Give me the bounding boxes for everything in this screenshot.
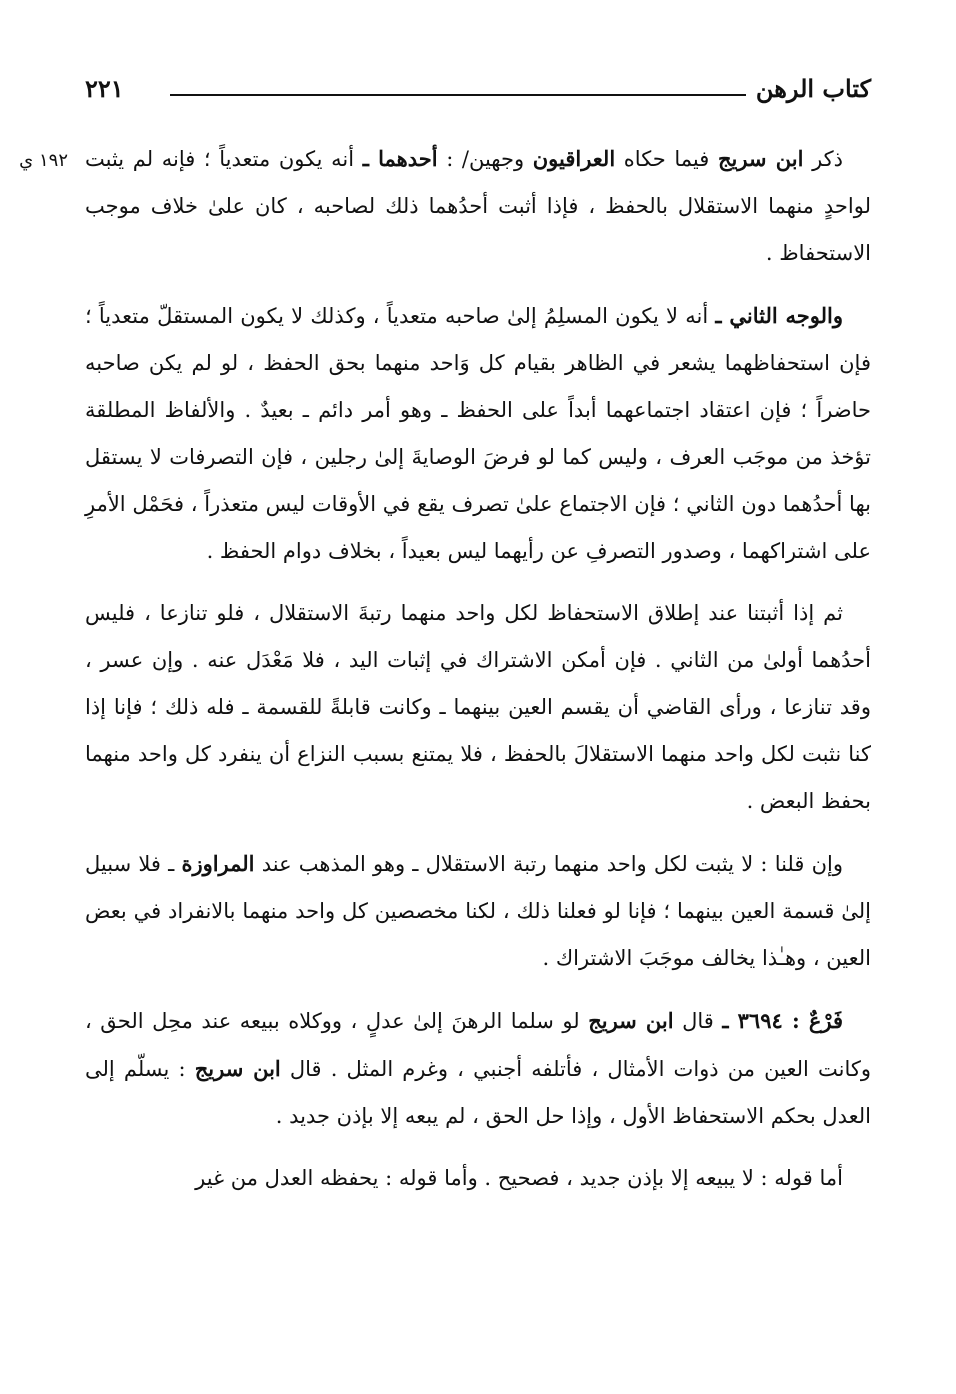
- text-run: أما قوله : لا يبيعه إلا بإذن جديد ، فصحيح . وأما قوله : يحفظه العدل من غير: [195, 1166, 843, 1190]
- text-run: ذكر: [803, 147, 844, 171]
- paragraph-3: [85, 590, 871, 825]
- body-text: [85, 135, 871, 1217]
- text-run: قال: [673, 1009, 723, 1033]
- name-ibn-surayj: ابن سريج: [194, 1056, 281, 1081]
- text-run: أنه لا يكون المسلِمُ إلىٰ صاحبه متعدياً ، وكذلك لا يكون المستقلّ متعدياً ؛ فإن استحفاظهما يشعر في الظاهر بقيام كل وَاحد منهما بحق الحفظ ، لو لم يكن صاحبه حاضراً ؛ فإن اعتقاد اجتماعهما أبداً على الحفظ ـ وهو أمر دائم ـ بعيدٌ . والألفاظ المطلقة تؤخذ من موجَب العرف ، وليس كما لو فرضَ الوصايةَ إلىٰ رجلين ، فإن التصرفات لا يستقل بها أحدُهما دون الثاني ؛ فإن الاجتماع علىٰ تصرف يقع في الأوقات ليس متعذراً ، فحَمْل الأمرِ على اشتراكهما ، وصدور التصرفِ عن رأيهما ليس بعيداً ، بخلاف دوام الحفظ .: [85, 304, 871, 563]
- paragraph-5: [85, 997, 871, 1140]
- text-run: وإن قلنا : لا يثبت لكل واحد منهما رتبة الاستقلال ـ وهو المذهب عند: [254, 852, 843, 876]
- paragraph-4: [85, 840, 871, 982]
- name-marawiza: المراوزة: [181, 851, 255, 876]
- chapter-title: كتاب الرهن: [755, 74, 871, 103]
- first-view-label: أحدهما ـ: [362, 146, 438, 171]
- paragraph-6: [85, 1155, 871, 1202]
- text-run: : يسلّم إلى العدل بحكم الاستحفاظ الأول ، وإذا حل الحق ، لم يبعه إلا بإذن جديد .: [85, 1057, 871, 1128]
- text-run: لو سلما الرهنَ إلىٰ عدلٍ ، ووكلاه ببيعه عند محِل الحق ، وكانت العين من ذوات الأمثال ، فأتلفه أجنبي ، وغرم المثل . قال: [85, 1009, 871, 1081]
- paragraph-1: [85, 135, 871, 277]
- issue-number: فَرْعٌ : ٣٦٩٤ ـ: [722, 1008, 844, 1033]
- text-run: أنه يكون متعدياً ؛ فإنه لم يثبت لواحدٍ منهما الاستقلال بالحفظ ، فإذا أثبت أحدُهما ذلك لصاحبه ، كان علىٰ خلاف موجب الاستحفاظ .: [85, 147, 871, 265]
- running-header: [85, 70, 871, 110]
- name-ibn-surayj: ابن سريج: [717, 146, 804, 171]
- paragraph-2: [85, 292, 871, 575]
- text-run: فيما حكاه: [615, 147, 718, 171]
- page-number: ٢٢١: [85, 74, 124, 103]
- header-rule: [170, 94, 746, 96]
- name-ibn-surayj: ابن سريج: [588, 1008, 674, 1033]
- name-iraqiyyun: العراقيون: [532, 146, 616, 171]
- text-run: وجهين/ :: [437, 147, 533, 171]
- second-view-label: والوجه الثاني ـ: [715, 303, 843, 328]
- margin-note: ١٩٢ ي: [19, 150, 68, 171]
- text-run: ـ فلا سبيل إلىٰ قسمة العين بينهما ؛ فإنا لو فعلنا ذلك ، لكنا مخصصين كل واحد منهما بالانفراد في بعض العين ، وهـٰذا يخالف موجَبَ الاشتراك .: [85, 852, 871, 970]
- text-run: ثم إذا أثبتنا عند إطلاق الاستحفاظ لكل واحد منهما رتبةَ الاستقلال ، فلو تنازعا ، فليس أحدُهما أولىٰ من الثاني . فإن أمكن الاشتراك في إثبات اليد ، فلا مَعْدَل عنه . وإن عسر ، وقد تنازعا ، ورأى القاضي أن يقسم العين بينهما ـ وكانت قابلةً للقسمة ـ فله ذلك ؛ فإنا إذا كنا نثبت لكل واحد منهما الاستقلالَ بالحفظ ، فلا يمتنع بسبب النزاع أن ينفرد كل واحد منهما بحفظ البعض .: [85, 601, 871, 813]
